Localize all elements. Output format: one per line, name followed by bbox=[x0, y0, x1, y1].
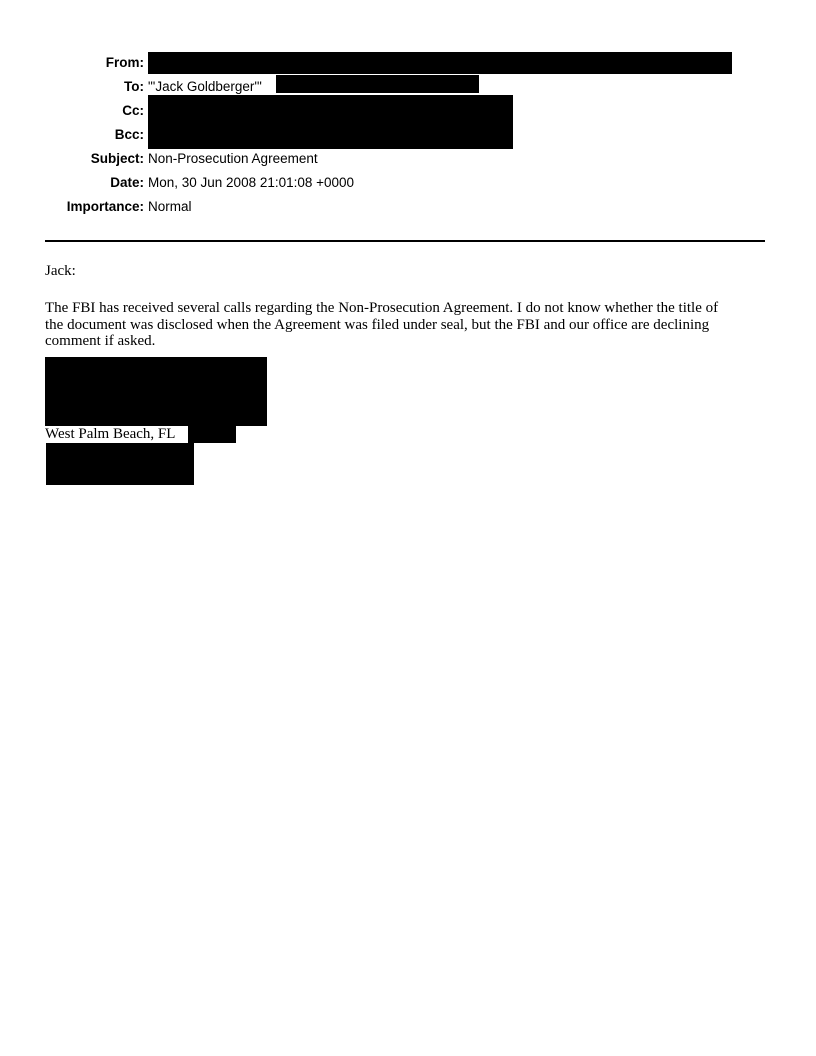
signature-city: West Palm Beach, FL bbox=[45, 426, 176, 442]
cc-bcc-redaction bbox=[148, 95, 513, 149]
signature-name-redaction bbox=[45, 357, 267, 426]
header-divider bbox=[45, 240, 765, 242]
paragraph-line-2: the document was disclosed when the Agreement was filed under seal, but the FBI and our office are declining bbox=[45, 316, 710, 333]
to-redaction bbox=[276, 75, 479, 93]
message-paragraph bbox=[45, 300, 785, 350]
subject-label: Subject: bbox=[90, 151, 144, 166]
zip-redaction bbox=[188, 426, 236, 443]
paragraph-line-1: The FBI has received several calls regarding the Non-Prosecution Agreement. I do not know whether the title of bbox=[45, 300, 719, 316]
from-redaction bbox=[148, 52, 732, 74]
to-value: "'Jack Goldberger'" bbox=[148, 79, 262, 94]
to-label: To: bbox=[124, 79, 144, 94]
importance-label: Importance: bbox=[66, 199, 144, 214]
bcc-label: Bcc: bbox=[114, 127, 144, 142]
date-label: Date: bbox=[110, 175, 144, 190]
greeting: Jack: bbox=[45, 263, 76, 279]
from-label: From: bbox=[105, 55, 144, 70]
importance-value: Normal bbox=[148, 199, 192, 214]
subject-value: Non-Prosecution Agreement bbox=[148, 151, 318, 166]
paragraph-line-3: comment if asked. bbox=[45, 333, 156, 349]
date-value: Mon, 30 Jun 2008 21:01:08 +0000 bbox=[148, 175, 355, 190]
cc-label: Cc: bbox=[122, 103, 144, 118]
phone-redaction bbox=[46, 443, 194, 485]
